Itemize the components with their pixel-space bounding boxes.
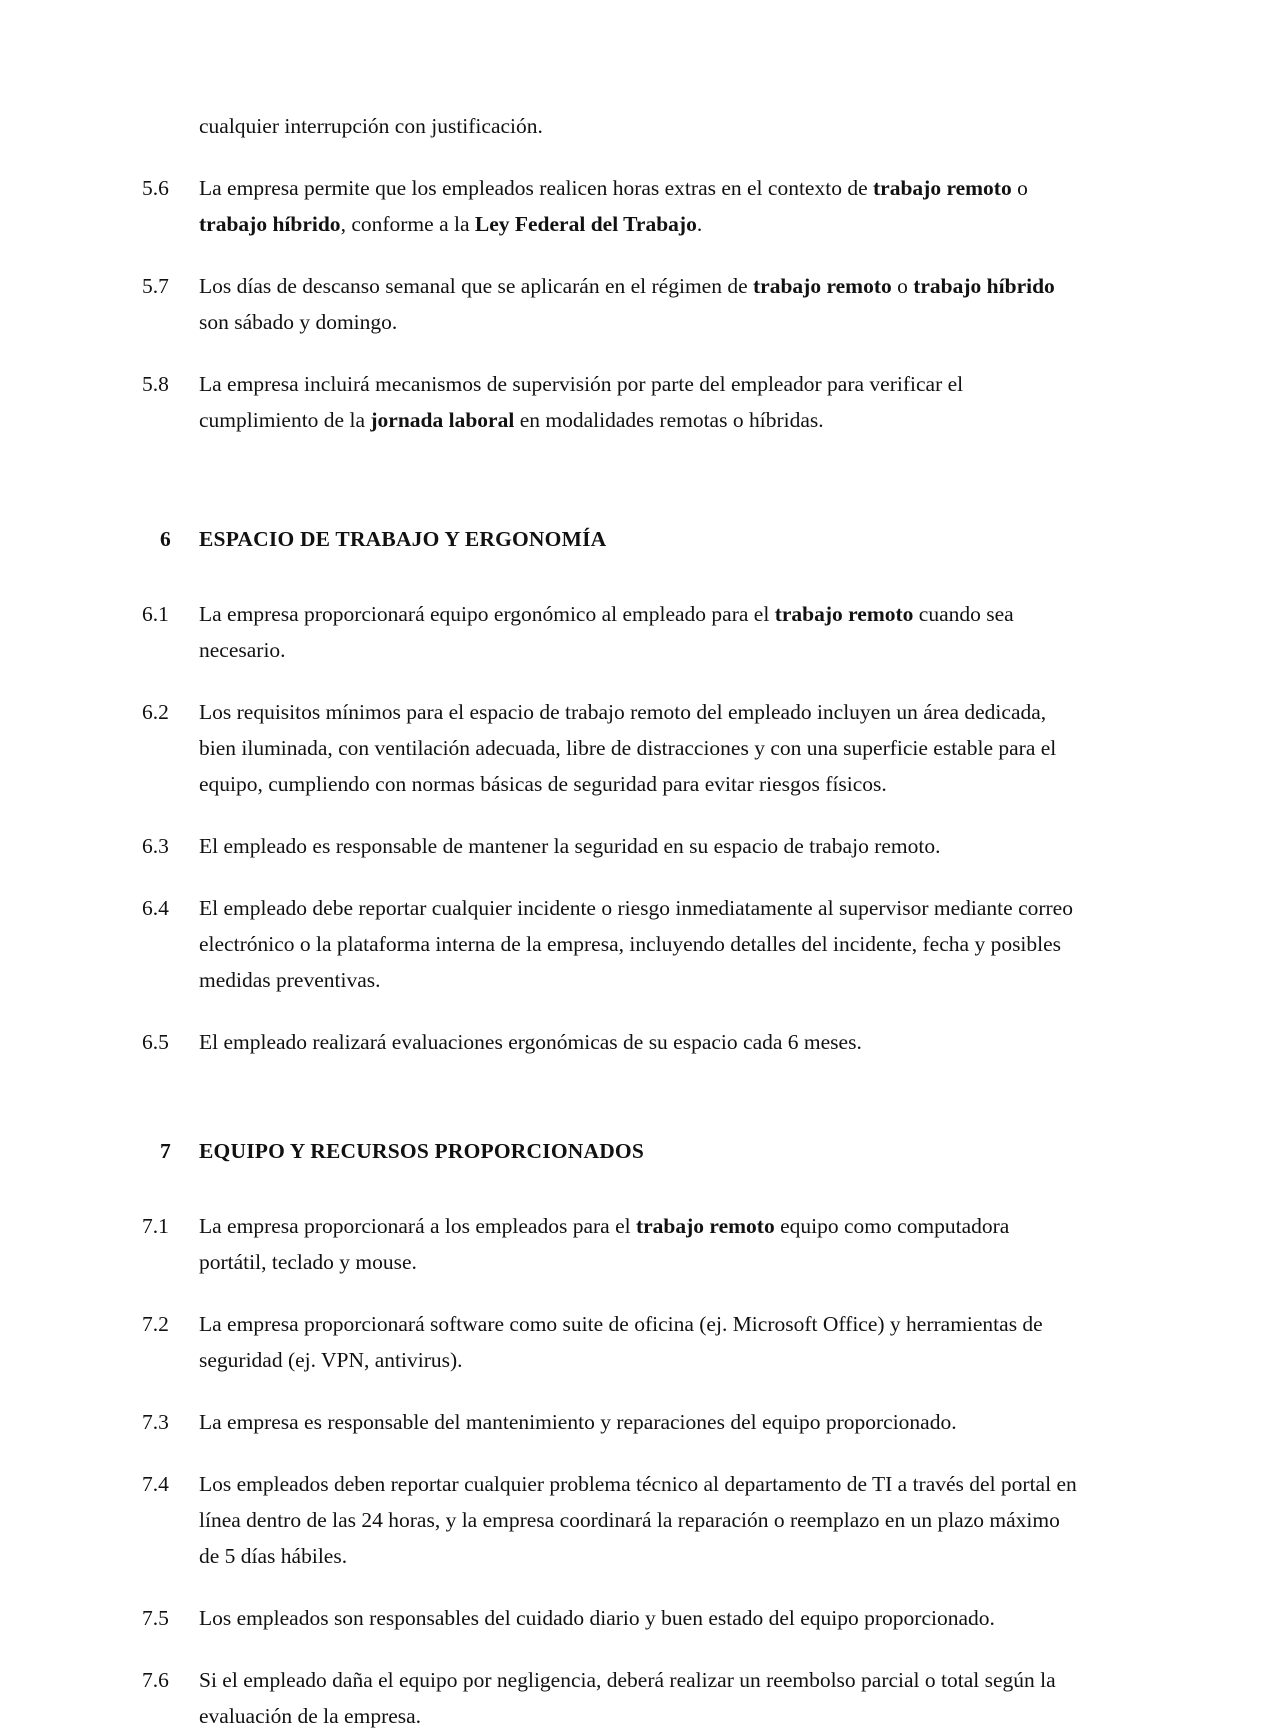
clause-number: 6.3: [142, 834, 169, 858]
clause-text: [199, 890, 1082, 998]
emphasized-term: trabajo remoto: [635, 1214, 775, 1238]
clause-number: 5.7: [142, 274, 169, 298]
clause-number: 6.2: [142, 700, 169, 724]
clause-item: [142, 268, 1082, 340]
clause-number: 7.2: [142, 1312, 169, 1336]
clause-text-run: o: [1011, 176, 1028, 200]
clause-text-run: El empleado realizará evaluaciones ergonómicas de su espacio cada 6 meses.: [199, 1030, 862, 1054]
clause-item: [142, 366, 1082, 438]
section-number: 7: [160, 1139, 171, 1163]
clause-text-run: equipo como computadora portátil, teclado y mouse.: [199, 1214, 1010, 1274]
section-spacer: [142, 560, 1082, 570]
clause-text: [199, 268, 1082, 340]
clause-number: 7.5: [142, 1606, 169, 1630]
clause-item: [142, 1662, 1082, 1734]
clause-text-run: La empresa es responsable del mantenimiento y reparaciones del equipo proporcionado.: [199, 1410, 957, 1434]
clause-text: [199, 1208, 1082, 1280]
emphasized-term: trabajo remoto: [753, 274, 892, 298]
emphasized-term: trabajo híbrido: [199, 212, 341, 236]
clause-text-run: El empleado es responsable de mantener la seguridad en su espacio de trabajo remoto.: [199, 834, 941, 858]
clause-text-run: La empresa incluirá mecanismos de supervisión por parte del empleador para verificar el cumplimiento de la: [199, 372, 964, 432]
clause-list: [142, 170, 1082, 1734]
clause-number: 7.6: [142, 1668, 169, 1692]
emphasized-term: Ley Federal del Trabajo: [474, 212, 697, 236]
clause-text: [199, 1600, 1082, 1636]
clause-text-run: Si el empleado daña el equipo por negligencia, deberá realizar un reembolso parcial o total según la evaluación de la empresa.: [199, 1668, 1056, 1728]
clause-item: [142, 1404, 1082, 1440]
section-title: EQUIPO Y RECURSOS PROPORCIONADOS: [199, 1139, 644, 1163]
clause-text-run: Los empleados deben reportar cualquier problema técnico al departamento de TI a través del portal en línea dentro de las 24 horas, y la empresa coordinará la reparación o reemplazo en un plazo máximo de 5 días hábiles.: [199, 1472, 1077, 1568]
clause-item: [142, 1306, 1082, 1378]
section-spacer: [142, 1172, 1082, 1182]
clause-text-run: Los requisitos mínimos para el espacio de trabajo remoto del empleado incluyen un área dedicada, bien iluminada, con ventilación adecuada, libre de distracciones y con una superficie estable para el equipo, cumpliendo con normas básicas de seguridad para evitar riesgos físicos.: [199, 700, 1057, 796]
clause-number: 7.1: [142, 1214, 169, 1238]
clause-text: [199, 1404, 1082, 1440]
clause-text: [199, 694, 1082, 802]
emphasized-term: trabajo remoto: [774, 602, 914, 626]
clause-number: 6.4: [142, 896, 169, 920]
clause-number: 5.6: [142, 176, 169, 200]
clause-item: [142, 170, 1082, 242]
clause-number: 7.3: [142, 1410, 169, 1434]
clause-text-run: La empresa proporcionará a los empleados para el: [199, 1214, 636, 1238]
section-number: 6: [160, 527, 171, 551]
clause-text-run: La empresa proporcionará software como suite de oficina (ej. Microsoft Office) y herramientas de seguridad (ej. VPN, antivirus).: [199, 1312, 1043, 1372]
clause-text-run: cuando sea necesario.: [199, 602, 1014, 662]
clause-text-run: son sábado y domingo.: [199, 310, 398, 334]
clause-text-run: La empresa proporcionará equipo ergonómico al empleado para el: [199, 602, 775, 626]
clause-item: [142, 828, 1082, 864]
emphasized-term: trabajo remoto: [873, 176, 1012, 200]
clause-text-run: , conforme a la: [340, 212, 475, 236]
clause-item: [142, 1024, 1082, 1060]
clause-text-run: .: [696, 212, 703, 236]
clause-item: [142, 890, 1082, 998]
clause-text: [199, 1306, 1082, 1378]
clause-text-run: Los días de descanso semanal que se aplicarán en el régimen de: [199, 274, 754, 298]
clause-text-run: o: [891, 274, 914, 298]
document-body: [142, 108, 1082, 1734]
clause-text-run: en modalidades remotas o híbridas.: [514, 408, 824, 432]
clause-item: [142, 1208, 1082, 1280]
clause-text: [199, 828, 1082, 864]
clause-text-run: El empleado debe reportar cualquier incidente o riesgo inmediatamente al supervisor mediante correo electrónico o la plataforma interna de la empresa, incluyendo detalles del incidente, fecha y posibles medidas preventivas.: [199, 896, 1073, 992]
section-heading: [142, 522, 1082, 556]
clause-text-run: La empresa permite que los empleados realicen horas extras en el contexto de: [199, 176, 873, 200]
clause-number: 6.5: [142, 1030, 169, 1054]
clause-text: [199, 170, 1082, 242]
clause-item: [142, 1466, 1082, 1574]
paragraph-continuation: cualquier interrupción con justificación.: [199, 114, 543, 138]
clause-text: [199, 596, 1082, 668]
clause-item: [142, 694, 1082, 802]
clause-text: [199, 366, 1082, 438]
emphasized-term: jornada laboral: [370, 408, 515, 432]
clause-text: [199, 1024, 1082, 1060]
section-heading: [142, 1134, 1082, 1168]
clause-number: 7.4: [142, 1472, 169, 1496]
clause-item: [142, 596, 1082, 668]
emphasized-term: trabajo híbrido: [913, 274, 1055, 298]
clause-item: [142, 1600, 1082, 1636]
clause-text: [199, 1466, 1082, 1574]
section-title: ESPACIO DE TRABAJO Y ERGONOMÍA: [199, 527, 607, 551]
clause-number: 5.8: [142, 372, 169, 396]
clause-number: 6.1: [142, 602, 169, 626]
clause-text-run: Los empleados son responsables del cuidado diario y buen estado del equipo proporcionado.: [199, 1606, 995, 1630]
clause-text: [199, 1662, 1082, 1734]
